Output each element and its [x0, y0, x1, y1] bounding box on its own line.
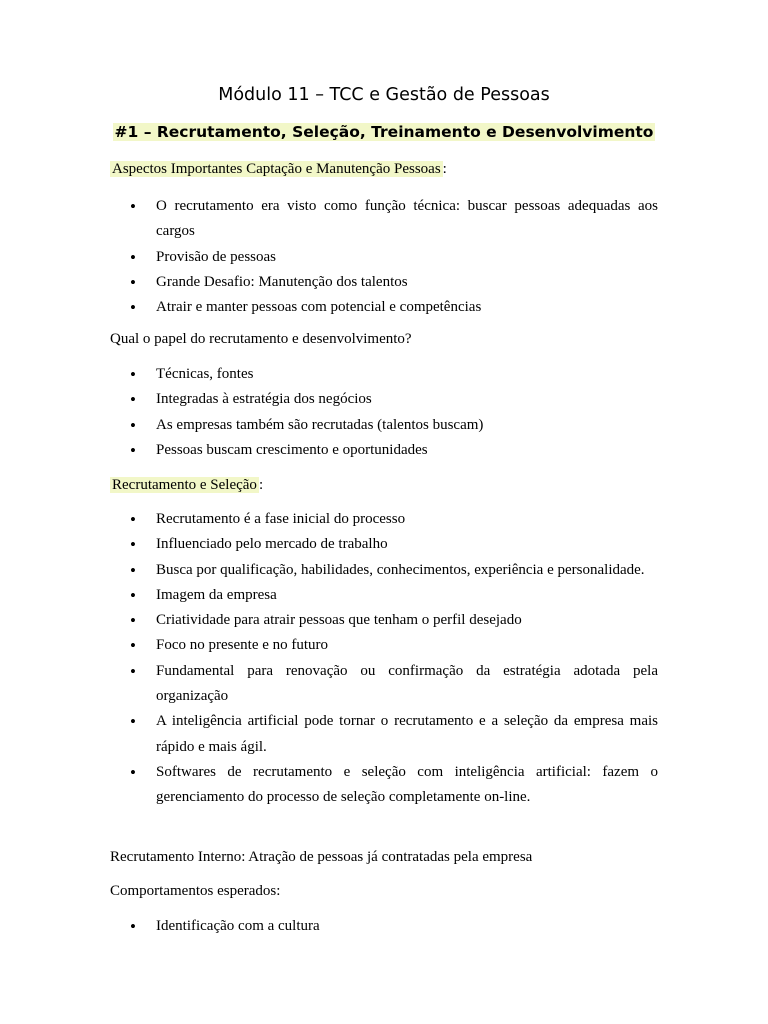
list-item: • O recrutamento era visto como função técnica: buscar pessoas adequadas aos cargos — [110, 194, 658, 245]
section1-label — [110, 160, 447, 179]
list-item: • Recrutamento é a fase inicial do processo — [110, 507, 658, 532]
list-item: • Imagem da empresa — [110, 583, 658, 608]
section1-label-text: Aspectos Importantes Captação e Manutenção Pessoas — [112, 161, 441, 177]
list-item: • Identificação com a cultura — [110, 914, 658, 939]
section2-label: Qual o papel do recrutamento e desenvolvimento? — [110, 331, 412, 347]
list-item: • Integradas à estratégia dos negócios — [110, 387, 658, 412]
list-item: • Técnicas, fontes — [110, 362, 658, 387]
section3-label-suffix: : — [258, 477, 264, 493]
list-item: • A inteligência artificial pode tornar o recrutamento e a seleção da empresa mais rápido e mais ágil. — [110, 709, 658, 760]
internal-recruitment-text: Recrutamento Interno: Atração de pessoas já contratadas pela empresa — [110, 849, 533, 865]
list-item: • Foco no presente e no futuro — [110, 633, 658, 658]
section-heading-text: #1 – Recrutamento, Seleção, Treinamento e Desenvolvimento — [114, 123, 654, 141]
document-title: Módulo 11 – TCC e Gestão de Pessoas — [218, 85, 550, 105]
list-item: • Fundamental para renovação ou confirmação da estratégia adotada pela organização — [110, 659, 658, 710]
list-item: • As empresas também são recrutadas (talentos buscam) — [110, 413, 658, 438]
section4-list — [110, 914, 658, 939]
section3-label — [110, 476, 263, 495]
section3-list — [110, 507, 658, 811]
list-item: • Atrair e manter pessoas com potencial e competências — [110, 295, 658, 320]
list-item: • Influenciado pelo mercado de trabalho — [110, 532, 658, 557]
section-heading — [110, 123, 658, 141]
section1-label-suffix: : — [442, 161, 447, 177]
list-item: • Softwares de recrutamento e seleção com inteligência artificial: fazem o gerenciamento do processo de seleção completamente on-line. — [110, 760, 658, 811]
list-item: • Grande Desafio: Manutenção dos talentos — [110, 270, 658, 295]
list-item: • Busca por qualificação, habilidades, conhecimentos, experiência e personalidade. — [110, 558, 658, 583]
section4-label: Comportamentos esperados: — [110, 883, 281, 899]
section2-list — [110, 362, 658, 463]
section1-list — [110, 194, 658, 320]
list-item: • Pessoas buscam crescimento e oportunidades — [110, 438, 658, 463]
list-item: • Criatividade para atrair pessoas que tenham o perfil desejado — [110, 608, 658, 633]
section3-label-text: Recrutamento e Seleção — [112, 477, 257, 493]
list-item: • Provisão de pessoas — [110, 245, 658, 270]
